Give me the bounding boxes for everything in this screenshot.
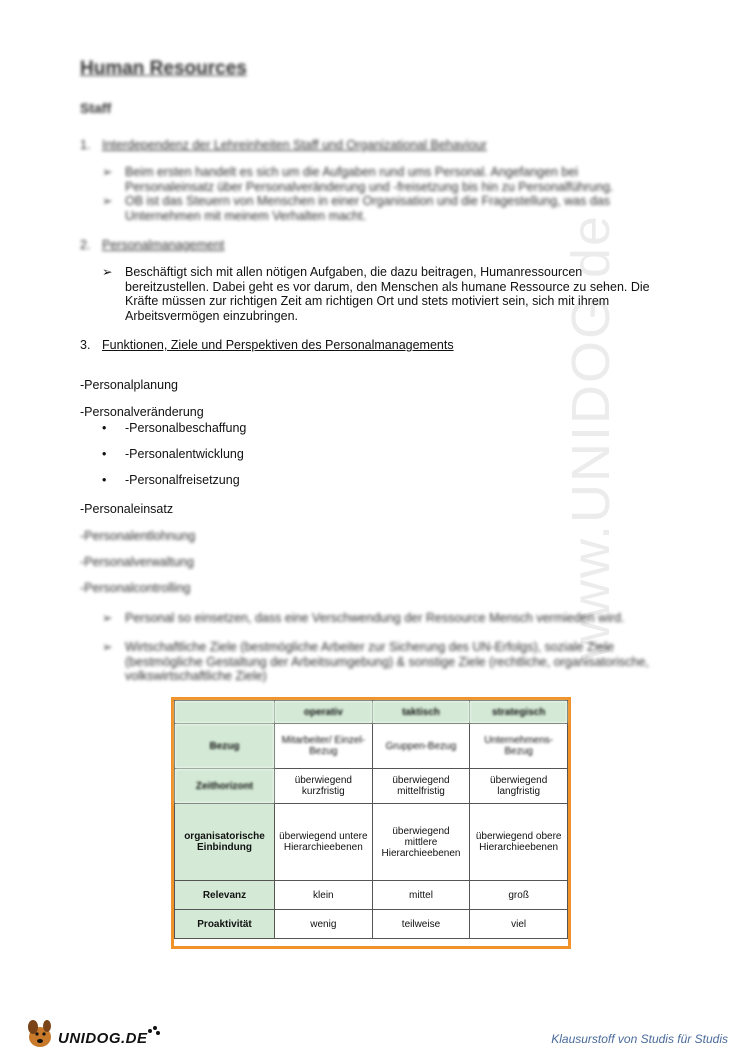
bullet-dot-icon: • (102, 473, 107, 487)
table-cell: überwiegend mittelfristig (372, 769, 470, 804)
list-item: -Personalverwaltung (80, 555, 194, 569)
perspectives-table (171, 697, 571, 949)
bullet-text: Beim ersten handelt es sich um die Aufgaben rund ums Personal. Angefangen bei Personaleinsatz über Personalveränderung und -freisetzung bis hin zu Personalführung. (125, 165, 614, 194)
table-cell: überwiegend langfristig (470, 769, 568, 804)
page-title: Human Resources (80, 58, 247, 79)
list-item: -Personaleinsatz (80, 502, 174, 516)
section-2-number: 2. (80, 238, 91, 252)
table-row (175, 910, 568, 939)
row-header: Proaktivität (175, 910, 275, 939)
arrow-bullet-icon: ➢ (102, 640, 113, 654)
section-3-number: 3. (80, 338, 91, 352)
sub-list-item (102, 473, 240, 487)
bullet-text: Wirtschaftliche Ziele (bestmögliche Arbeiter zur Sicherung des UN-Erfolgs), soziale Ziele (bestmögliche Gestaltung der Arbeitsumgebung) & sonstige Ziele (rechtliche, organisatorische, volkswirtschaftliche Ziele) (125, 640, 649, 683)
table-header-row (175, 701, 568, 724)
list-item: -Personalplanung (80, 378, 178, 392)
footer-tagline: Klausurstoff von Studis für Studis (551, 1032, 728, 1046)
arrow-bullet-icon: ➢ (102, 165, 113, 179)
sub-list-text: -Personalfreisetzung (125, 473, 240, 487)
table-row (175, 804, 568, 881)
list-item: -Personalveränderung (80, 405, 204, 419)
table-row (175, 881, 568, 910)
bullet-dot-icon: • (102, 421, 107, 435)
section-1-number: 1. (80, 138, 91, 152)
section-1-heading (80, 138, 487, 152)
sub-list-item (102, 421, 246, 435)
column-header: strategisch (470, 701, 568, 724)
lower-bullet-1 (102, 611, 662, 626)
list-item: -Personalcontrolling (80, 581, 191, 595)
table-cell: mittel (372, 881, 470, 910)
row-header: Relevanz (175, 881, 275, 910)
logo-text: UNIDOG.DE (58, 1030, 148, 1047)
table-cell: Gruppen-Bezug (372, 724, 470, 769)
bullet-dot-icon: • (102, 447, 107, 461)
arrow-bullet-icon: ➢ (102, 611, 113, 625)
arrow-bullet-icon: ➢ (102, 194, 113, 208)
watermark: www.UNIDOG.de (561, 213, 621, 660)
section-2-heading (80, 238, 224, 252)
bullet-text: Personal so einsetzen, dass eine Verschwendung der Ressource Mensch vermieden wird. (125, 611, 625, 625)
table-cell: viel (470, 910, 568, 939)
table-corner (175, 701, 275, 724)
table-cell: klein (275, 881, 373, 910)
bullet-text: OB ist das Steuern von Menschen in einer Organisation und die Fragestellung, was das Unternehmen mit meinem Verhalten macht. (125, 194, 610, 223)
column-header: operativ (275, 701, 373, 724)
row-header: Zeithorizont (175, 769, 275, 804)
sub-list-text: -Personalentwicklung (125, 447, 244, 461)
table-cell: Unternehmens-Bezug (470, 724, 568, 769)
table-cell: überwiegend kurzfristig (275, 769, 373, 804)
table-cell: teilweise (372, 910, 470, 939)
table (174, 700, 568, 939)
table-cell: überwiegend untere Hierarchieebenen (275, 804, 373, 881)
section-2-bullet (102, 265, 662, 323)
row-header: Bezug (175, 724, 275, 769)
section-2-title: Personalmanagement (102, 238, 225, 252)
arrow-bullet-icon: ➢ (102, 265, 113, 279)
page-subtitle: Staff (80, 100, 112, 116)
table-cell: wenig (275, 910, 373, 939)
row-header: organisatorische Einbindung (175, 804, 275, 881)
section-1-bullet-1 (102, 165, 662, 194)
bullet-text: Beschäftigt sich mit allen nötigen Aufgaben, die dazu beitragen, Humanressourcen bereitzustellen. Dabei geht es vor darum, den Menschen als humane Ressource zu sehen. Die Kräfte müssen zur richtigen Zeit am richtigen Ort und stets motiviert sein, sich mit ihrem Arbeitsvermögen einzubringen. (125, 265, 650, 323)
table-cell: überwiegend obere Hierarchieebenen (470, 804, 568, 881)
table-cell: überwiegend mittlere Hierarchieebenen (372, 804, 470, 881)
table-row (175, 769, 568, 804)
section-1-title: Interdependenz der Lehreinheiten Staff und Organizational Behaviour (102, 138, 487, 152)
table-cell: groß (470, 881, 568, 910)
section-3-title: Funktionen, Ziele und Perspektiven des Personalmanagements (102, 338, 454, 352)
sub-list-item (102, 447, 244, 461)
lower-bullet-2 (102, 640, 662, 684)
section-1-bullet-2 (102, 194, 662, 223)
list-item: -Personalentlohnung (80, 529, 196, 543)
section-3-heading (80, 338, 454, 352)
column-header: taktisch (372, 701, 470, 724)
table-row (175, 724, 568, 769)
sub-list-text: -Personalbeschaffung (125, 421, 247, 435)
table-cell: Mitarbeiter/ Einzel-Bezug (275, 724, 373, 769)
